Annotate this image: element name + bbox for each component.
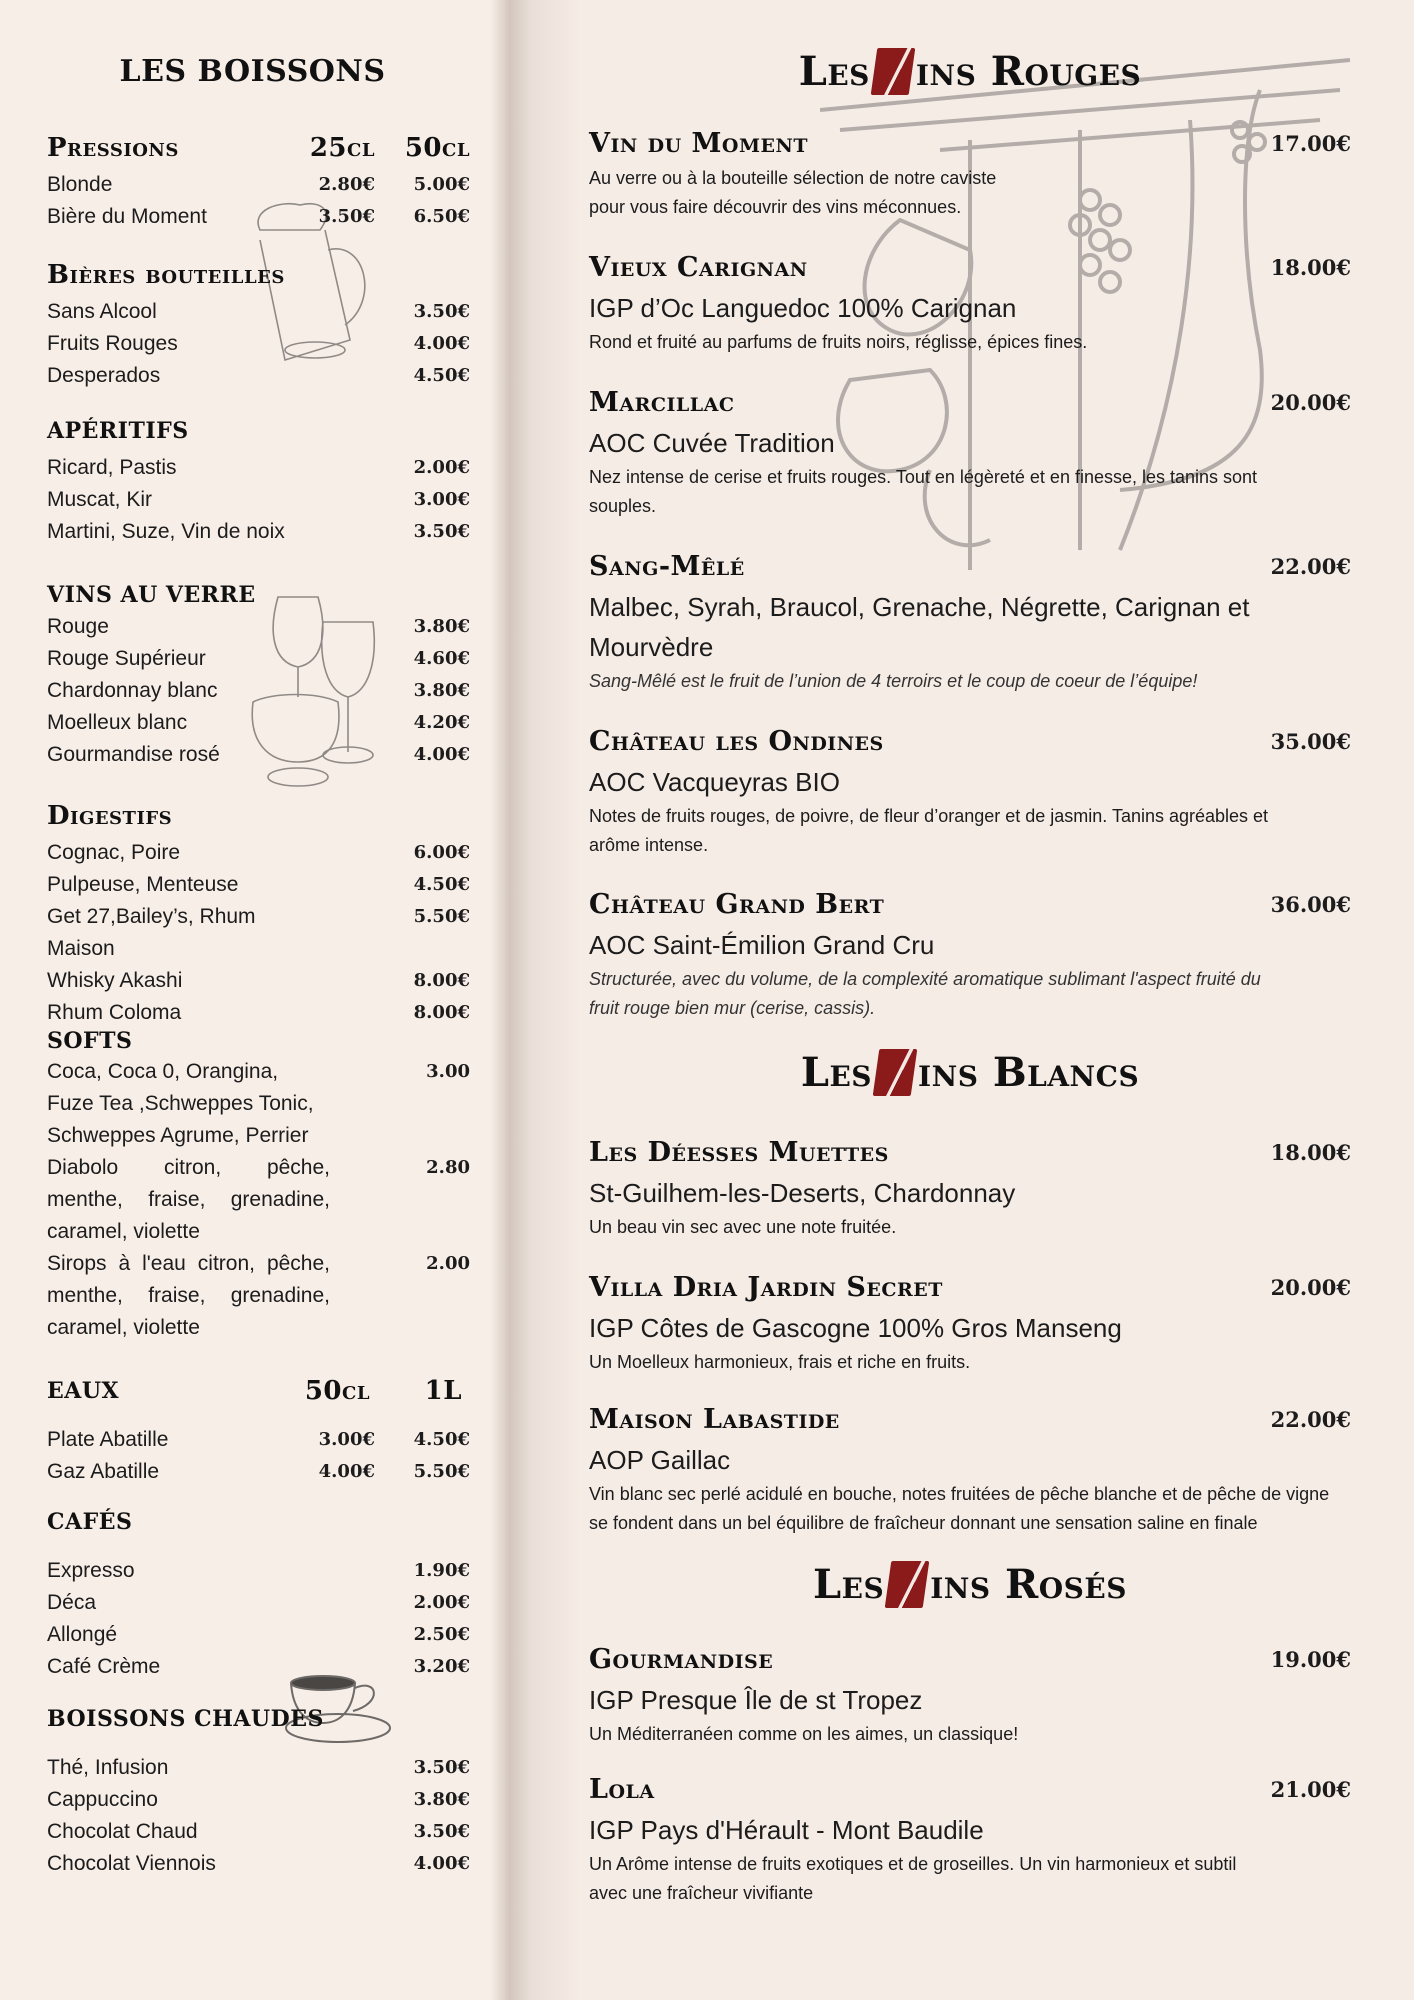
menu-item	[47, 1848, 470, 1880]
item-price: 4.00€	[413, 333, 470, 354]
item-price: 3.50€	[413, 1757, 470, 1778]
item-price: 3.80€	[413, 616, 470, 637]
wine-item	[589, 383, 1351, 521]
section-heading	[47, 579, 470, 611]
wine-price: 19.00€	[1270, 1647, 1351, 1672]
item-price: 4.50€	[413, 365, 470, 386]
wine-section-title	[590, 1561, 1350, 1608]
wine-description: Structurée, avec du volume, de la complexité aromatique sublimant l'aspect fruité du	[589, 969, 1261, 989]
item-price: 4.20€	[413, 712, 470, 733]
item-price: 8.00€	[413, 970, 470, 991]
wine-name: Maison Labastide	[589, 1404, 840, 1435]
menu-section	[47, 127, 470, 233]
item-price: 2.80	[426, 1157, 470, 1178]
section-title: BOISSONS CHAUDES	[47, 1706, 324, 1732]
size-column-header: 25cl	[309, 133, 375, 163]
item-name: Get 27,Bailey’s, Rhum Maison	[47, 905, 256, 960]
section-title: EAUX	[47, 1378, 120, 1404]
wine-appellation: Malbec, Syrah, Braucol, Grenache, Négrette, Carignan et Mourvèdre	[589, 592, 1250, 662]
drinks-title: LES BOISSONS	[119, 54, 386, 89]
menu-section	[47, 254, 470, 392]
item-name: Coca, Coca 0, Orangina, Fuze Tea ,Schweppes Tonic, Schweppes Agrume, Perrier	[47, 1060, 314, 1147]
wine-description: Vin blanc sec perlé acidulé en bouche, notes fruitées de pêche blanche et de pêche de vigne	[589, 1484, 1330, 1504]
title-prefix: Les	[813, 1561, 885, 1608]
wine-item	[589, 1268, 1351, 1377]
item-price: 6.50€	[413, 206, 470, 227]
menu-item	[47, 707, 470, 739]
item-price: 4.50€	[413, 874, 470, 895]
wine-price: 20.00€	[1270, 390, 1351, 415]
item-price: 2.00€	[413, 1592, 470, 1613]
wine-description: Rond et fruité au parfums de fruits noirs, réglisse, épices fines.	[589, 332, 1088, 352]
wine-appellation: AOP Gaillac	[589, 1445, 731, 1475]
item-price: 3.80€	[413, 680, 470, 701]
wine-item	[589, 124, 1351, 222]
menu-section	[47, 579, 470, 771]
wine-name: Château Grand Bert	[589, 889, 885, 920]
menu-item	[47, 675, 470, 707]
page-fold-shadow	[490, 0, 580, 2000]
item-name: Déca	[47, 1591, 97, 1614]
section-title: CAFÉS	[47, 1509, 133, 1535]
menu-item	[47, 1424, 470, 1456]
menu-item	[47, 328, 470, 360]
title-suffix: ins Rouges	[915, 48, 1142, 95]
item-price: 1.90€	[413, 1560, 470, 1581]
wine-name: Marcillac	[589, 387, 735, 418]
menu-item	[47, 201, 470, 233]
wine-item	[589, 1133, 1351, 1242]
title-suffix: ins Rosés	[930, 1561, 1127, 1608]
wine-name: Château les Ondines	[589, 726, 884, 757]
item-name: Bière du Moment	[47, 205, 207, 228]
menu-section	[47, 1026, 470, 1344]
menu-item	[47, 1619, 470, 1651]
wine-section-title	[590, 48, 1350, 95]
wine-appellation: IGP d’Oc Languedoc 100% Carignan	[589, 293, 1017, 323]
section-title: Bières bouteilles	[47, 260, 285, 290]
item-name: Expresso	[47, 1559, 135, 1582]
wine-item	[589, 547, 1351, 696]
item-price: 4.00€	[413, 744, 470, 765]
item-name: Rouge Supérieur	[47, 647, 206, 670]
item-name: Thé, Infusion	[47, 1756, 169, 1779]
menu-item	[47, 296, 470, 328]
menu-section	[47, 1698, 470, 1880]
menu-section	[47, 1501, 470, 1683]
item-price: 3.80€	[413, 1789, 470, 1810]
menu-item	[47, 1248, 470, 1344]
wine-description: pour vous faire découvrir des vins méconnues.	[589, 197, 962, 217]
item-name: Muscat, Kir	[47, 488, 153, 511]
item-price-small: 4.00€	[318, 1461, 375, 1482]
menu-item	[47, 1752, 470, 1784]
title-suffix: ins Blancs	[918, 1049, 1140, 1096]
item-price: 2.00€	[413, 457, 470, 478]
item-price: 5.50€	[413, 906, 470, 927]
item-name: Pulpeuse, Menteuse	[47, 873, 239, 896]
item-name: Plate Abatille	[47, 1428, 169, 1451]
item-name: Cappuccino	[47, 1788, 158, 1811]
menu-item	[47, 1152, 470, 1248]
item-name: Allongé	[47, 1623, 118, 1646]
menu-section	[47, 795, 470, 1029]
menu-item	[47, 1056, 470, 1152]
wine-name: Vin du Moment	[589, 128, 809, 159]
wine-name: Les Déesses Muettes	[589, 1137, 889, 1168]
section-title: Pressions	[47, 133, 179, 163]
item-price: 3.50€	[413, 1821, 470, 1842]
item-price: 2.00	[426, 1253, 470, 1274]
item-price: 6.00€	[413, 842, 470, 863]
wine-item	[589, 722, 1351, 860]
item-name: Chardonnay blanc	[47, 679, 218, 702]
item-price: 2.50€	[413, 1624, 470, 1645]
title-prefix: Les	[798, 48, 870, 95]
menu-item	[47, 516, 470, 548]
item-name: Rhum Coloma	[47, 1001, 182, 1024]
menu-item	[47, 611, 470, 643]
menu-item	[47, 965, 470, 997]
wine-name: Gourmandise	[589, 1644, 774, 1675]
size-column-header: 1L	[424, 1376, 462, 1406]
wine-description: Sang-Mêlé est le fruit de l’union de 4 terroirs et le coup de coeur de l’équipe!	[589, 671, 1198, 691]
wine-description: se fondent dans un bel équilibre de fraîcheur donnant une sensation saline en finale	[589, 1513, 1258, 1533]
item-name: Gaz Abatille	[47, 1460, 160, 1483]
wine-price: 17.00€	[1270, 131, 1351, 156]
wine-description: avec une fraîcheur vivifiante	[589, 1883, 814, 1903]
menu-item	[47, 1651, 470, 1683]
item-price: 4.50€	[413, 1429, 470, 1450]
section-heading	[47, 410, 470, 452]
wine-description: Un beau vin sec avec une note fruitée.	[589, 1217, 897, 1237]
wine-appellation: AOC Vacqueyras BIO	[589, 767, 840, 797]
title-v-logo	[885, 1561, 930, 1608]
item-name: Diabolo citron, pêche, menthe, fraise, grenadine, caramel, violette	[47, 1156, 330, 1243]
item-price: 5.00€	[413, 174, 470, 195]
wine-description: Notes de fruits rouges, de poivre, de fleur d’oranger et de jasmin. Tanins agréables et	[589, 806, 1269, 826]
item-name: Ricard, Pastis	[47, 456, 177, 479]
wine-price: 35.00€	[1270, 729, 1351, 754]
wine-description: fruit rouge bien mur (cerise, cassis).	[589, 998, 876, 1018]
item-name: Moelleux blanc	[47, 711, 188, 734]
title-prefix: Les	[800, 1049, 872, 1096]
wine-name: Lola	[589, 1774, 655, 1805]
wine-appellation: AOC Saint-Émilion Grand Cru	[589, 930, 935, 960]
item-price: 3.00	[426, 1061, 470, 1082]
wine-appellation: IGP Pays d'Hérault - Mont Baudile	[589, 1815, 984, 1845]
title-v-logo	[871, 48, 916, 95]
menu-item	[47, 1784, 470, 1816]
section-heading	[47, 127, 470, 169]
wine-item	[589, 248, 1351, 357]
wine-item	[589, 885, 1351, 1023]
item-name: Whisky Akashi	[47, 969, 183, 992]
section-heading	[47, 254, 470, 296]
item-name: Desperados	[47, 364, 161, 387]
item-name: Rouge	[47, 615, 109, 638]
wine-description: arôme intense.	[589, 835, 709, 855]
section-title: Digestifs	[47, 801, 173, 831]
menu-item	[47, 837, 470, 869]
item-price-small: 3.50€	[318, 206, 375, 227]
menu-item	[47, 643, 470, 675]
section-heading	[47, 1501, 470, 1543]
item-name: Sirops à l'eau citron, pêche, menthe, fraise, grenadine, caramel, violette	[47, 1252, 330, 1339]
item-price: 3.50€	[413, 301, 470, 322]
menu-item	[47, 901, 470, 965]
wine-price: 22.00€	[1270, 1407, 1351, 1432]
title-v-logo	[873, 1049, 918, 1096]
menu-section	[47, 410, 470, 548]
menu-item	[47, 484, 470, 516]
item-price: 4.00€	[413, 1853, 470, 1874]
menu-item	[47, 739, 470, 771]
item-name: Chocolat Viennois	[47, 1852, 216, 1875]
item-name: Sans Alcool	[47, 300, 157, 323]
menu-item	[47, 1456, 470, 1488]
section-title: APÉRITIFS	[47, 418, 189, 444]
section-title: VINS AU VERRE	[47, 582, 256, 608]
item-name: Café Crème	[47, 1655, 161, 1678]
item-name: Cognac, Poire	[47, 841, 181, 864]
wine-description: Un Moelleux harmonieux, frais et riche en fruits.	[589, 1352, 971, 1372]
item-name: Blonde	[47, 173, 113, 196]
wine-price: 18.00€	[1270, 1140, 1351, 1165]
menu-item	[47, 1555, 470, 1587]
section-heading	[47, 1698, 470, 1740]
menu-item	[47, 452, 470, 484]
wine-price: 18.00€	[1270, 255, 1351, 280]
menu-section	[47, 1370, 470, 1488]
wine-price: 36.00€	[1270, 892, 1351, 917]
item-price-small: 2.80€	[318, 174, 375, 195]
wine-section-title	[590, 1049, 1350, 1096]
menu-item	[47, 1816, 470, 1848]
item-price: 8.00€	[413, 1002, 470, 1023]
section-heading	[47, 795, 470, 837]
wine-appellation: AOC Cuvée Tradition	[589, 428, 835, 458]
wine-name: Vieux Carignan	[589, 252, 808, 283]
item-price-small: 3.00€	[318, 1429, 375, 1450]
wine-description: Un Méditerranéen comme on les aimes, un classique!	[589, 1724, 1019, 1744]
item-price: 5.50€	[413, 1461, 470, 1482]
wine-item	[589, 1640, 1351, 1749]
section-heading	[47, 1370, 470, 1412]
menu-item	[47, 360, 470, 392]
wine-price: 22.00€	[1270, 554, 1351, 579]
wine-appellation: IGP Presque Île de st Tropez	[589, 1685, 923, 1715]
item-name: Martini, Suze, Vin de noix	[47, 520, 285, 543]
item-name: Fruits Rouges	[47, 332, 178, 355]
menu-item	[47, 869, 470, 901]
item-name: Chocolat Chaud	[47, 1820, 198, 1843]
menu-item	[47, 1587, 470, 1619]
item-name: Gourmandise rosé	[47, 743, 220, 766]
size-column-header: 50cl	[304, 1376, 370, 1406]
item-price: 3.00€	[413, 489, 470, 510]
wine-price: 21.00€	[1270, 1777, 1351, 1802]
wine-description: Au verre ou à la bouteille sélection de notre caviste	[589, 168, 997, 188]
menu-item	[47, 169, 470, 201]
item-price: 3.50€	[413, 521, 470, 542]
wine-price: 20.00€	[1270, 1275, 1351, 1300]
wine-name: Sang-Mêlé	[589, 551, 745, 582]
wine-name: Villa Dria Jardin Secret	[589, 1272, 943, 1303]
menu-item	[47, 997, 470, 1029]
wine-item	[589, 1400, 1351, 1538]
wine-item	[589, 1770, 1351, 1908]
wine-description: Nez intense de cerise et fruits rouges. Tout en légèreté et en finesse, les tanins sont	[589, 467, 1258, 487]
wine-appellation: St-Guilhem-les-Deserts, Chardonnay	[589, 1178, 1016, 1208]
item-price: 4.60€	[413, 648, 470, 669]
section-heading	[47, 1026, 470, 1056]
item-price: 3.20€	[413, 1656, 470, 1677]
wine-description: souples.	[589, 496, 657, 516]
wine-description: Un Arôme intense de fruits exotiques et de groseilles. Un vin harmonieux et subtil	[589, 1854, 1237, 1874]
wine-appellation: IGP Côtes de Gascogne 100% Gros Manseng	[589, 1313, 1122, 1343]
size-column-header: 50cl	[404, 133, 470, 163]
section-title: SOFTS	[47, 1028, 133, 1054]
